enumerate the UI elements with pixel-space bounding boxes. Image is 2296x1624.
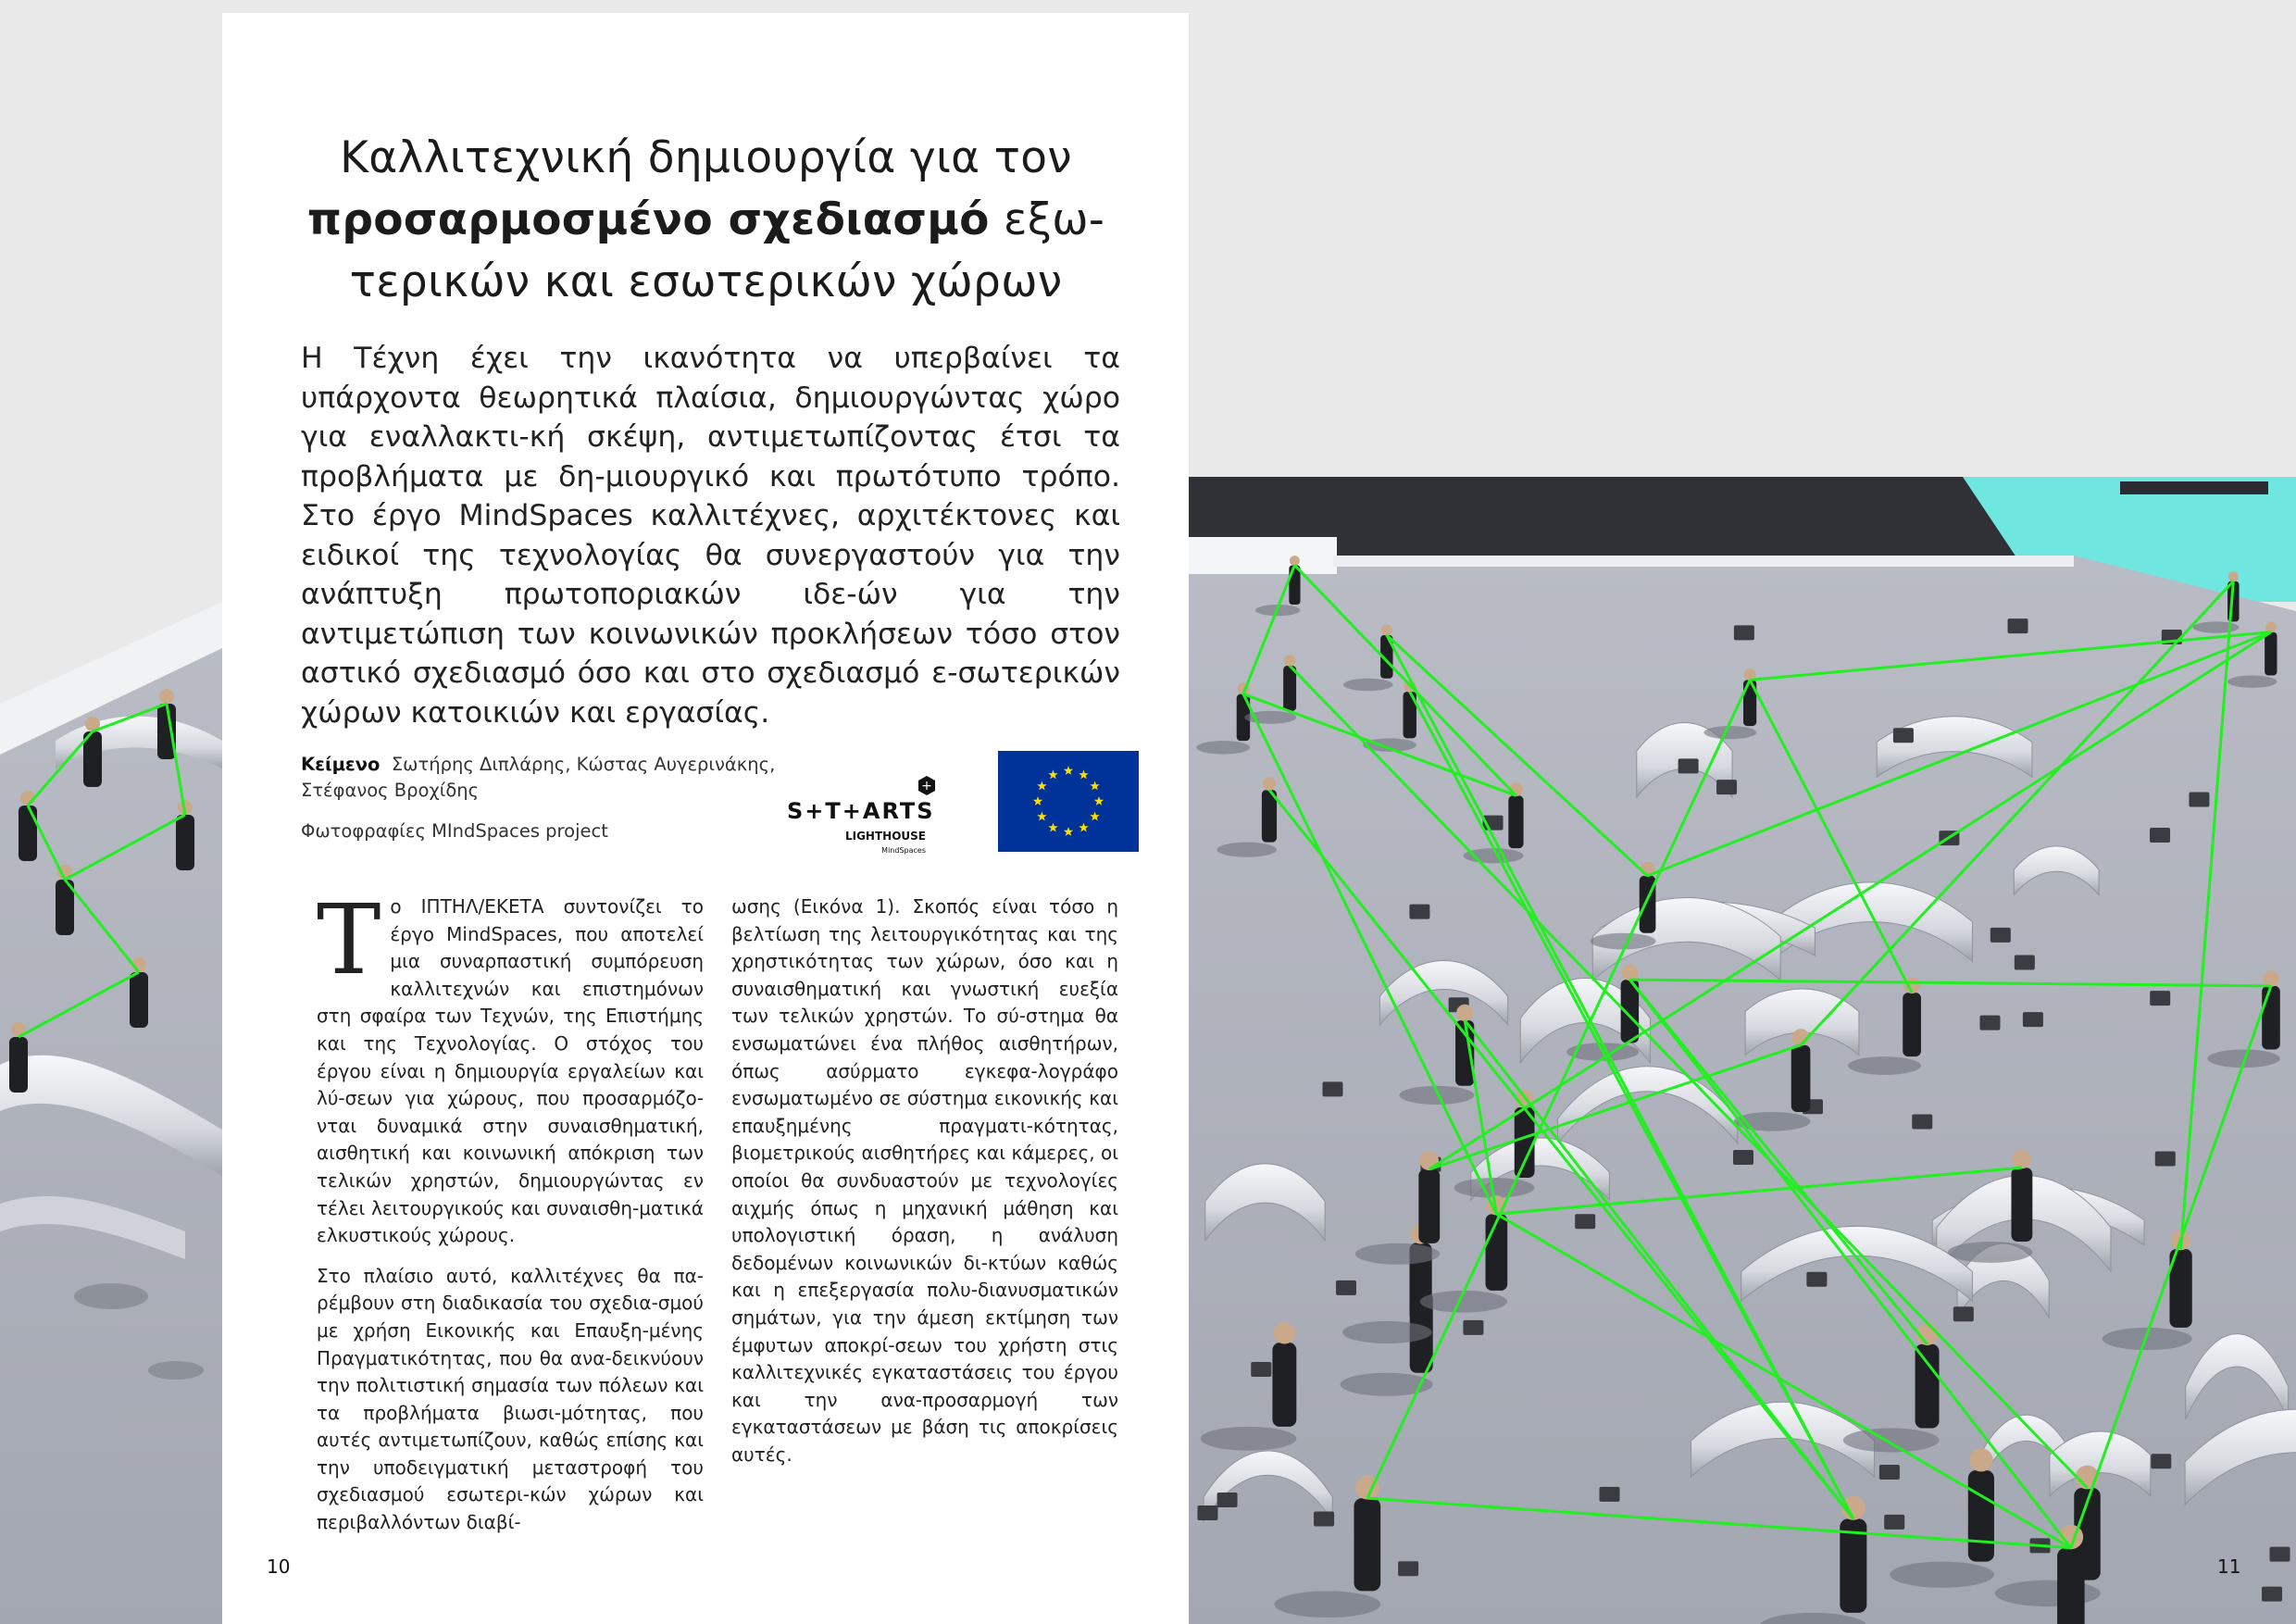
page-title — [278, 127, 1134, 313]
body-paragraph-3: ωσης (Εικόνα 1). Σκοπός είναι τόσο η βελτίωση της λειτουργικότητας και της χρηστικότητας των χώρων, όσο και η συναισθηματική και γνωστική ευεξία των τελικών χρηστών. Το σύ-στημα θα ενσωματώνει ένα πλήθος αισθητήρων, όπως ασύρματο εγκεφα-λογράφο ενσωματωμένο σε σύστημα εικονικής και επαυξημένης πραγματι-κότητας, βιομετρικούς αισθητήρες και κάμερες, οι οποίοι θα συνδυαστούν με τεχνολογίες αιχμής όπως η μηχανική μάθηση και υπολογιστική όραση, η ανάλυση δεδομένων κοινωνικών δι-κτύων καθώς και η επεξεργασία πολυ-διανυσματικών σημάτων, για την άμεση εκτίμηση των έμφυτων αποκρί-σεων του χρήστη στις καλλιτεχνικές εγκαταστάσεις του έργου και την ανα-προσαρμογή των εγκαταστάσεων με βάση τις αποκρίσεις αυτές. — [731, 895, 1118, 1466]
title-line-1: Καλλιτεχνική δημιουργία για τον — [340, 132, 1072, 184]
person-body — [2011, 1168, 2032, 1242]
body-paragraph-2: Στο πλαίσιο αυτό, καλλιτέχνες θα πα-ρέμβουν στη διαδικασία του σχεδια-σμού με χρήση Εικονικής και Επαυξη-μένης Πραγματικότητας, που θα ανα-δεικνύουν την πολιτιστική σημασία των πόλεων και τα προβλήματα βιωσι-μότητας, που αυτές αντιμετωπίζουν, καθώς επίσης και την υποδειγματική μεταστροφή του σχεδιασμού εσωτερι-κών χώρων και περιβαλλόντων διαβί- — [317, 1264, 704, 1534]
person-body — [1968, 1470, 1994, 1562]
person-shadow — [1355, 1243, 1440, 1265]
person-body — [176, 815, 194, 870]
person-head — [2228, 571, 2239, 581]
person-body — [1283, 666, 1296, 711]
chair — [2155, 1151, 2176, 1166]
chair — [1912, 1114, 1932, 1129]
chair — [2015, 955, 2035, 969]
text-credit-authors: Σωτήρης Διπλάρης, Κώστας Αυγερινάκης, Στέφανος Βροχίδης — [301, 754, 776, 801]
chair — [1879, 1465, 1900, 1480]
person-shadow — [1848, 1056, 1921, 1075]
chair — [1463, 1320, 1483, 1335]
person-body — [2057, 1548, 2085, 1624]
person-head — [2263, 970, 2279, 987]
title-line-3: τερικών και εσωτερικών χώρων — [349, 256, 1063, 308]
distant-table — [2120, 481, 2268, 494]
lead-paragraph: Η Τέχνη έχει την ικανότητα να υπερβαίνει τα υπάρχοντα θεωρητικά πλαίσια, δημιουργώντας χώρο για εναλλακτι-κή σκέψη, αντιμετωπίζοντας έτσι τα προβλήματα με δη-μιουργικό και πρωτότυπο τρόπο. Στο έργο MindSpaces καλλιτέχνες, αρχιτέκτονες και ειδικοί της τεχνολογίας θα συνεργαστούν για την ανάπτυξη πρωτοποριακών ιδε-ών για την αντιμετώπιση των κοινωνικών προκλήσεων τόσο στον αστικό σχεδιασμό όσο και στο σχεδιασμό ε-σωτερικών χώρων κατοικιών και εργασίας. — [301, 342, 1120, 730]
chair — [1197, 1505, 1217, 1520]
page-number-right: 11 — [2217, 1555, 2241, 1578]
person-head — [1274, 1322, 1295, 1343]
text-credit-label: Κείμενο — [301, 754, 381, 775]
person-body — [1486, 1214, 1508, 1291]
page-number-left: 10 — [267, 1555, 291, 1578]
person-head — [1290, 556, 1300, 566]
chair — [2023, 1012, 2043, 1027]
chair — [1990, 928, 2011, 943]
person-shadow — [1201, 1427, 1297, 1451]
person-shadow — [1995, 1580, 2101, 1606]
chair — [2270, 1547, 2290, 1562]
eu-flag-icon — [998, 751, 1139, 852]
chair — [1409, 905, 1429, 919]
starts-lighthouse-logo — [785, 761, 942, 863]
person-body — [1915, 1344, 1940, 1429]
chair — [1398, 1561, 1418, 1576]
person-shadow — [1275, 1591, 1381, 1618]
person-head — [1284, 655, 1296, 667]
person-head — [2013, 1150, 2032, 1169]
person-shadow — [1948, 1242, 2032, 1263]
chair — [1251, 1362, 1271, 1377]
chair — [2008, 618, 2028, 633]
chair — [1575, 1214, 1595, 1229]
person-body — [2262, 986, 2280, 1050]
chair — [1217, 1493, 1238, 1507]
chair — [1733, 1150, 1753, 1165]
chair — [1979, 1016, 2000, 1031]
text-credit — [301, 752, 782, 804]
person-head — [2265, 621, 2277, 632]
chair — [2151, 1454, 2171, 1468]
chair — [1336, 1280, 1356, 1295]
person-head — [1263, 777, 1277, 791]
chair — [1716, 780, 1737, 794]
left-scene — [0, 602, 222, 1624]
person-head — [1969, 1448, 1992, 1471]
person-shadow — [2193, 621, 2240, 632]
chair — [2189, 793, 2209, 807]
chair — [1734, 625, 1754, 640]
person-head — [159, 689, 174, 704]
person-body — [9, 1037, 28, 1093]
chair — [2150, 828, 2170, 843]
person-body — [2265, 632, 2277, 676]
chair — [2262, 1587, 2282, 1602]
text-panel — [222, 13, 1189, 1624]
chair — [1678, 758, 1699, 773]
person-body — [1354, 1498, 1380, 1591]
logo-name: S+T+ARTS — [787, 798, 935, 824]
person-body — [19, 806, 37, 861]
person-shadow — [1343, 679, 1393, 691]
person-body — [1791, 1045, 1811, 1112]
credits — [301, 752, 782, 844]
person-body — [1508, 795, 1523, 848]
chair — [1806, 1272, 1827, 1287]
person-body — [1418, 1169, 1440, 1243]
person-body — [1903, 993, 1921, 1056]
person-shadow — [2227, 675, 2277, 687]
logo-sub2: MindSpaces — [881, 846, 926, 855]
person-shadow — [1217, 843, 1277, 857]
person-shadow — [1342, 1321, 1432, 1343]
body-column-2 — [731, 893, 1118, 1481]
logo-sub1: LIGHTHOUSE — [844, 830, 926, 843]
chair — [1314, 1512, 1334, 1527]
person-head — [1456, 1005, 1473, 1021]
chair — [1884, 1515, 1904, 1530]
photo-credit: Φωτοφραφίες MIndSpaces project — [301, 820, 608, 842]
body-paragraph-1: Το ΙΠΤΗΛ/ΕΚΕΤΑ συντονίζει το έργο MindSpaces, που αποτελεί μια συναρπαστική συμπόρευση καλλιτεχνών και επιστημόνων στη σφαίρα των Τεχνών, της Επιστήμης και της Τεχνολογίας. Ο στόχος του έργου είναι η δημιουργία εργαλείων και λύ-σεων για χώρους, που προσαρμόζο-νται δυναμικά στην συναισθηματική, αισθητική και κοινωνική απόκριση των τελικών χρηστών, δημιουργώντας εν τέλει λειτουργικούς και συναισθη-ματικά ελκυστικούς χώρους. — [317, 883, 704, 1247]
chair — [2150, 991, 2170, 1006]
chair — [1322, 1081, 1342, 1096]
chair — [1953, 1306, 1974, 1321]
person-shadow — [1703, 726, 1756, 739]
person-shadow — [1843, 1429, 1940, 1453]
chair — [1600, 1487, 1620, 1502]
title-bold-phrase: προσαρμοσμένο σχεδιασμό — [306, 194, 990, 246]
person-body — [1272, 1343, 1296, 1427]
person-shadow — [1591, 933, 1656, 950]
title-line-2-rest: εξω- — [989, 194, 1105, 246]
person-body — [130, 972, 148, 1028]
body-column-1 — [317, 883, 704, 1550]
person-head — [1381, 624, 1392, 635]
person-shadow — [1890, 1562, 1994, 1588]
person-shadow — [1196, 741, 1250, 754]
logo-plus: + — [921, 779, 932, 793]
chair — [1893, 728, 1914, 743]
person-head — [1622, 965, 1639, 981]
drop-cap: Τ — [317, 883, 381, 996]
